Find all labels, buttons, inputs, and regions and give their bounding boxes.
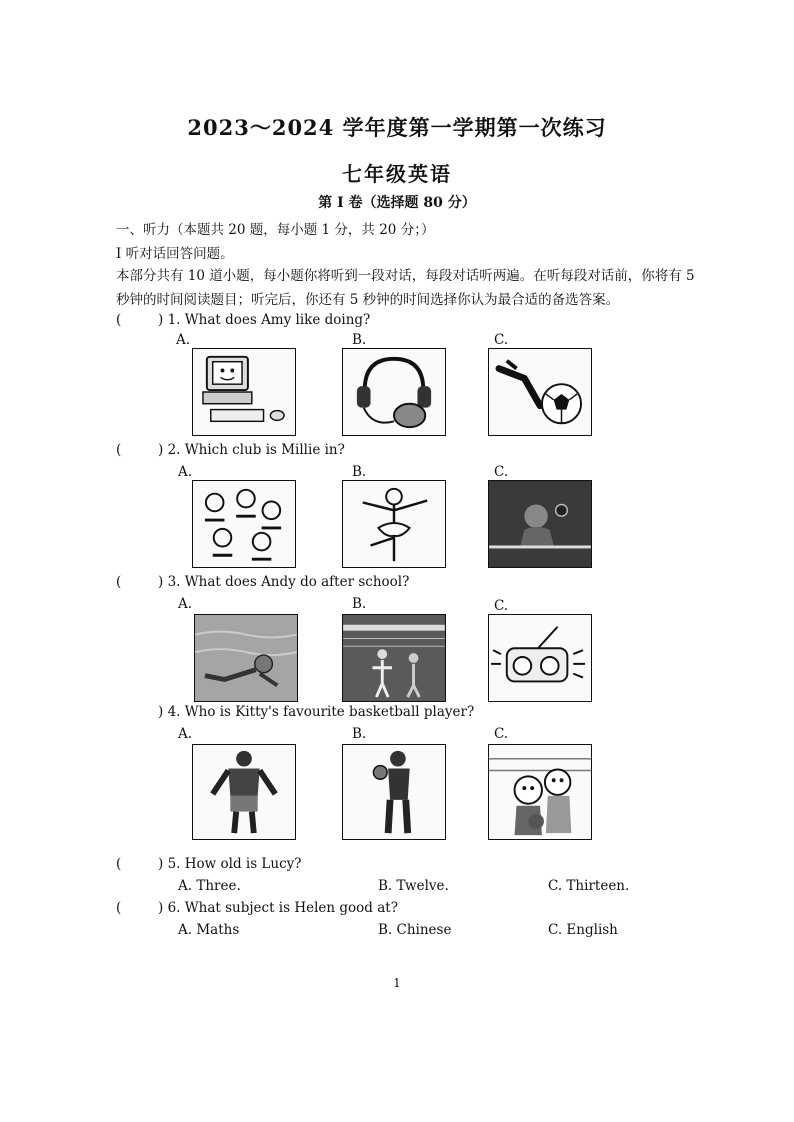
- sub-heading: I 听对话回答问题。: [116, 246, 234, 262]
- section-heading: 一、听力（本题共 20 题，每小题 1 分，共 20 分；）: [116, 222, 435, 238]
- question-4: [116, 704, 474, 720]
- answer-paren-close: ): [158, 900, 164, 916]
- answer-paren-open[interactable]: (: [116, 900, 122, 916]
- headphones-icon: [343, 349, 445, 435]
- picture-table-tennis[interactable]: [488, 480, 592, 568]
- picture-football[interactable]: [488, 348, 592, 436]
- option-label-a: A.: [178, 726, 193, 742]
- option-label-b: B.: [352, 726, 367, 742]
- answer-paren-open[interactable]: (: [116, 442, 122, 458]
- picture-headphones[interactable]: [342, 348, 446, 436]
- question-text: 6. What subject is Helen good at?: [167, 900, 398, 916]
- football-icon: [489, 349, 591, 435]
- page-subtitle: 七年级英语: [342, 162, 452, 186]
- option-c[interactable]: C. Thirteen.: [548, 878, 630, 894]
- answer-paren-close: ): [158, 704, 164, 720]
- instructions-line-1: 本部分共有 10 道小题，每小题你将听到一段对话，每段对话听两遍。在听每段对话前，你将有 5: [116, 268, 695, 284]
- picture-singing-club[interactable]: [192, 480, 296, 568]
- question-1: [116, 312, 370, 328]
- picture-computer[interactable]: [192, 348, 296, 436]
- option-b[interactable]: B. Twelve.: [378, 878, 449, 894]
- radio-icon: [489, 615, 591, 701]
- question-3: [116, 574, 409, 590]
- question-text: 3. What does Andy do after school?: [167, 574, 410, 590]
- instructions-line-2: 秒钟的时间阅读题目；听完后，你还有 5 秒钟的时间选择你认为最合适的备选答案。: [116, 292, 620, 308]
- answer-paren-close: ): [158, 574, 164, 590]
- answer-paren-close: ): [158, 312, 164, 328]
- picture-basketball-player-b[interactable]: [342, 744, 446, 840]
- picture-dance-club[interactable]: [342, 480, 446, 568]
- option-label-c: C.: [494, 598, 509, 614]
- option-label-c: C.: [494, 332, 509, 348]
- question-text: 1. What does Amy like doing?: [167, 312, 371, 328]
- answer-paren-close: ): [158, 442, 164, 458]
- question-5: [116, 856, 302, 872]
- question-text: 5. How old is Lucy?: [167, 856, 302, 872]
- option-label-a: A.: [178, 596, 193, 612]
- picture-radio[interactable]: [488, 614, 592, 702]
- volleyball-icon: [343, 615, 445, 701]
- question-6: [116, 900, 398, 916]
- option-b[interactable]: B. Chinese: [378, 922, 452, 938]
- picture-volleyball[interactable]: [342, 614, 446, 702]
- question-text: 4. Who is Kitty's favourite basketball player?: [167, 704, 475, 720]
- picture-swimming[interactable]: [194, 614, 298, 702]
- option-label-a: A.: [178, 464, 193, 480]
- answer-paren-open[interactable]: (: [116, 574, 122, 590]
- option-label-c: C.: [494, 464, 509, 480]
- basketball-player-icon: [343, 745, 445, 839]
- option-label-b: B.: [352, 332, 367, 348]
- picture-cartoon-kids[interactable]: [488, 744, 592, 840]
- page-number: 1: [393, 976, 401, 990]
- option-label-b: B.: [352, 464, 367, 480]
- basketball-player-icon: [193, 745, 295, 839]
- question-2: [116, 442, 345, 458]
- option-label-c: C.: [494, 726, 509, 742]
- question-text: 2. Which club is Millie in?: [167, 442, 345, 458]
- answer-paren-open[interactable]: (: [116, 312, 122, 328]
- picture-basketball-player-a[interactable]: [192, 744, 296, 840]
- option-a[interactable]: A. Three.: [178, 878, 241, 894]
- part-label: 第 I 卷（选择题 80 分）: [318, 195, 476, 211]
- option-label-a: A.: [176, 332, 191, 348]
- page-title: 2023～2024 学年度第一学期第一次练习: [187, 115, 607, 140]
- kids-icon: [489, 745, 591, 839]
- option-c[interactable]: C. English: [548, 922, 618, 938]
- answer-paren-open[interactable]: (: [116, 856, 122, 872]
- dancer-icon: [343, 481, 445, 567]
- swimmer-icon: [195, 615, 297, 701]
- option-label-b: B.: [352, 596, 367, 612]
- computer-icon: [193, 349, 295, 435]
- group-singing-icon: [193, 481, 295, 567]
- table-tennis-icon: [489, 481, 591, 567]
- option-a[interactable]: A. Maths: [178, 922, 240, 938]
- answer-paren-close: ): [158, 856, 164, 872]
